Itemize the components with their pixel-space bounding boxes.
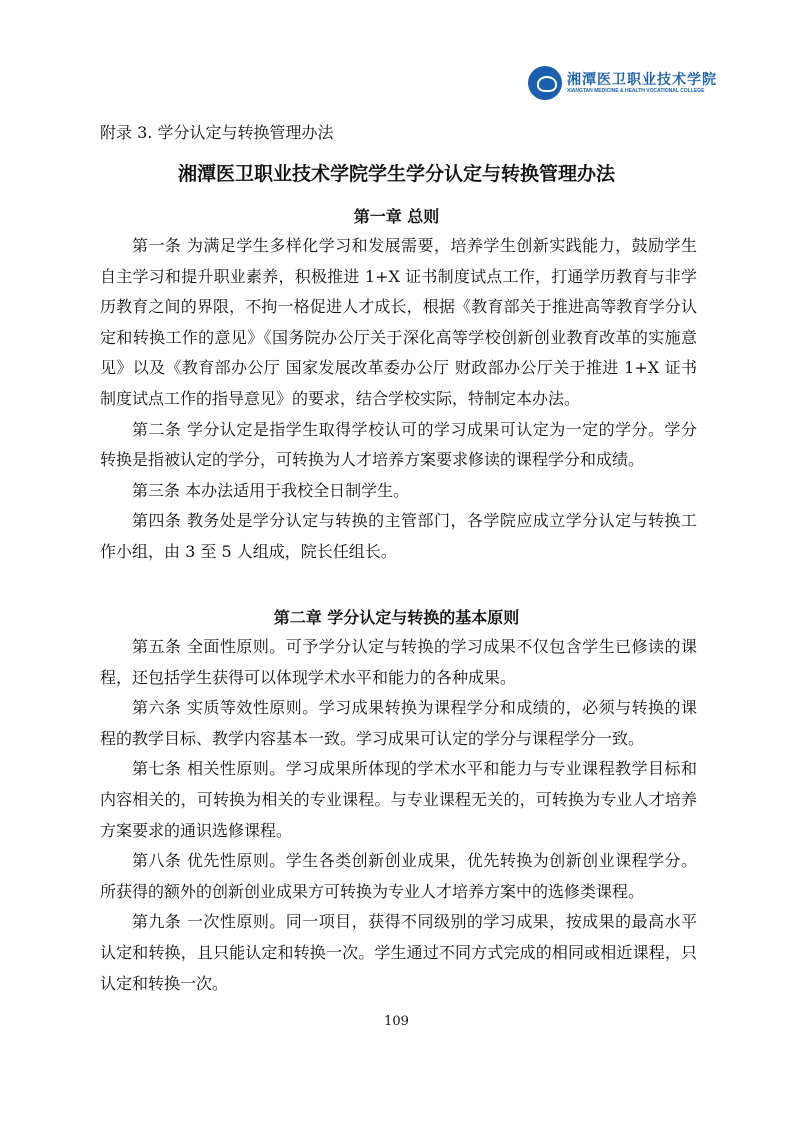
article-paragraph: 第六条 实质等效性原则。学习成果转换为课程学分和成绩的，必须与转换的课程的教学目标、教学内容基本一致。学习成果可认定的学分与课程学分一致。 [100, 698, 697, 748]
chapter-heading: 第一章 总则 [353, 207, 440, 226]
college-seal-icon [528, 66, 562, 100]
college-logo [528, 66, 717, 100]
article-paragraph: 第二条 学分认定是指学生取得学校认可的学习成果可认定为一定的学分。学分转换是指被认定的学分，可转换为人才培养方案要求修读的课程学分和成绩。 [100, 419, 697, 470]
chapter-body [100, 231, 697, 568]
appendix-label: 附录 3. 学分认定与转换管理办法 [100, 123, 334, 142]
logo-english-name: XIANGTAN MEDICINE & HEALTH VOCATIONAL COLLEGE [567, 87, 705, 94]
logo-chinese-name: 湘潭医卫职业技术学院 [567, 71, 717, 88]
article-paragraph: 第七条 相关性原则。学习成果所体现的学术水平和能力与专业课程教学目标和内容相关的，可转换为相关的专业课程。与专业课程无关的，可转换为专业人才培养方案要求的通识选修课程。 [100, 759, 697, 840]
article-paragraph: 第三条 本办法适用于我校全日制学生。 [132, 480, 410, 500]
article-paragraph: 第八条 优先性原则。学生各类创新创业成果，优先转换为创新创业课程学分。所获得的额外的创新创业成果方可转换为专业人才培养方案中的选修类课程。 [100, 851, 697, 901]
document-title: 湘潭医卫职业技术学院学生学分认定与转换管理办法 [177, 163, 615, 185]
article-paragraph: 第四条 教务处是学分认定与转换的主管部门，各学院应成立学分认定与转换工作小组，由 3 至 5 人组成，院长任组长。 [100, 511, 697, 561]
page-number: 109 [384, 1014, 409, 1029]
chapter-heading: 第二章 学分认定与转换的基本原则 [273, 608, 520, 627]
article-paragraph: 第九条 一次性原则。同一项目，获得不同级别的学习成果，按成果的最高水平认定和转换，且只能认定和转换一次。学生通过不同方式完成的相同或相近课程，只认定和转换一次。 [100, 912, 697, 993]
article-paragraph: 第五条 全面性原则。可予学分认定与转换的学习成果不仅包含学生已修读的课程，还包括学生获得可以体现学术水平和能力的各种成果。 [100, 637, 697, 687]
article-paragraph: 第一条 为满足学生多样化学习和发展需要，培养学生创新实践能力，鼓励学生自主学习和提升职业素养，积极推进 1+X 证书制度试点工作，打通学历教育与非学历教育之间的界限，不拘一格促进人才成长，根据《教育部关于推进高等教育学分认定和转换工作的意见》《国务院办公厅关于深化高等学校创新创业教育改革的实施意见》以及《教育部办公厅 国家发展改革委办公厅 财政部办公厅关于推进 1+X 证书制度试点工作的指导意见》的要求，结合学校实际，特制定本办法。 [100, 236, 697, 408]
chapter-body [100, 632, 697, 999]
